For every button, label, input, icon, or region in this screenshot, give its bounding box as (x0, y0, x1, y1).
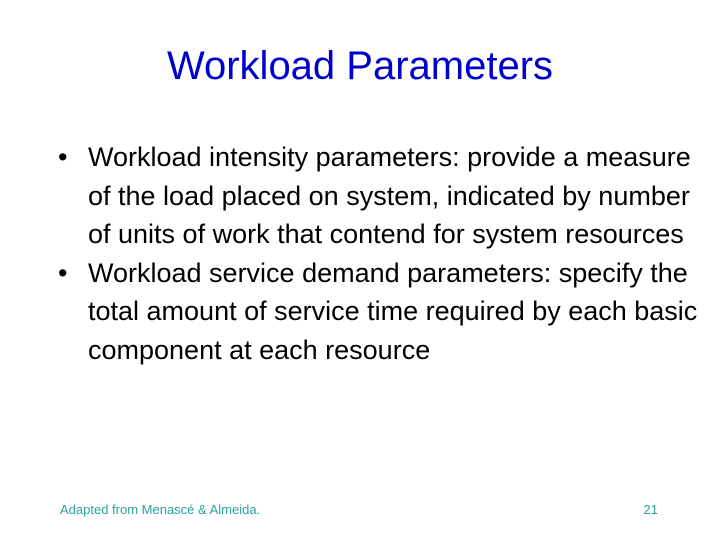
bullet-item (58, 138, 698, 254)
bullet-icon: • (58, 257, 68, 288)
bullet-icon: • (58, 142, 68, 172)
bullet-text: Workload service demand parameters: specify the total amount of service time required by each basic component at each resource (88, 257, 698, 365)
bullet-list (58, 138, 698, 369)
bullet-item (58, 254, 698, 370)
slide-title: Workload Parameters (166, 44, 554, 88)
footer-source: Adapted from Menascé & Almeida. (60, 502, 261, 517)
page-number: 21 (643, 502, 658, 517)
bullet-text: Workload intensity parameters: provide a measure of the load placed on system, indicated by number of units of work that contend for system resources (88, 142, 691, 249)
